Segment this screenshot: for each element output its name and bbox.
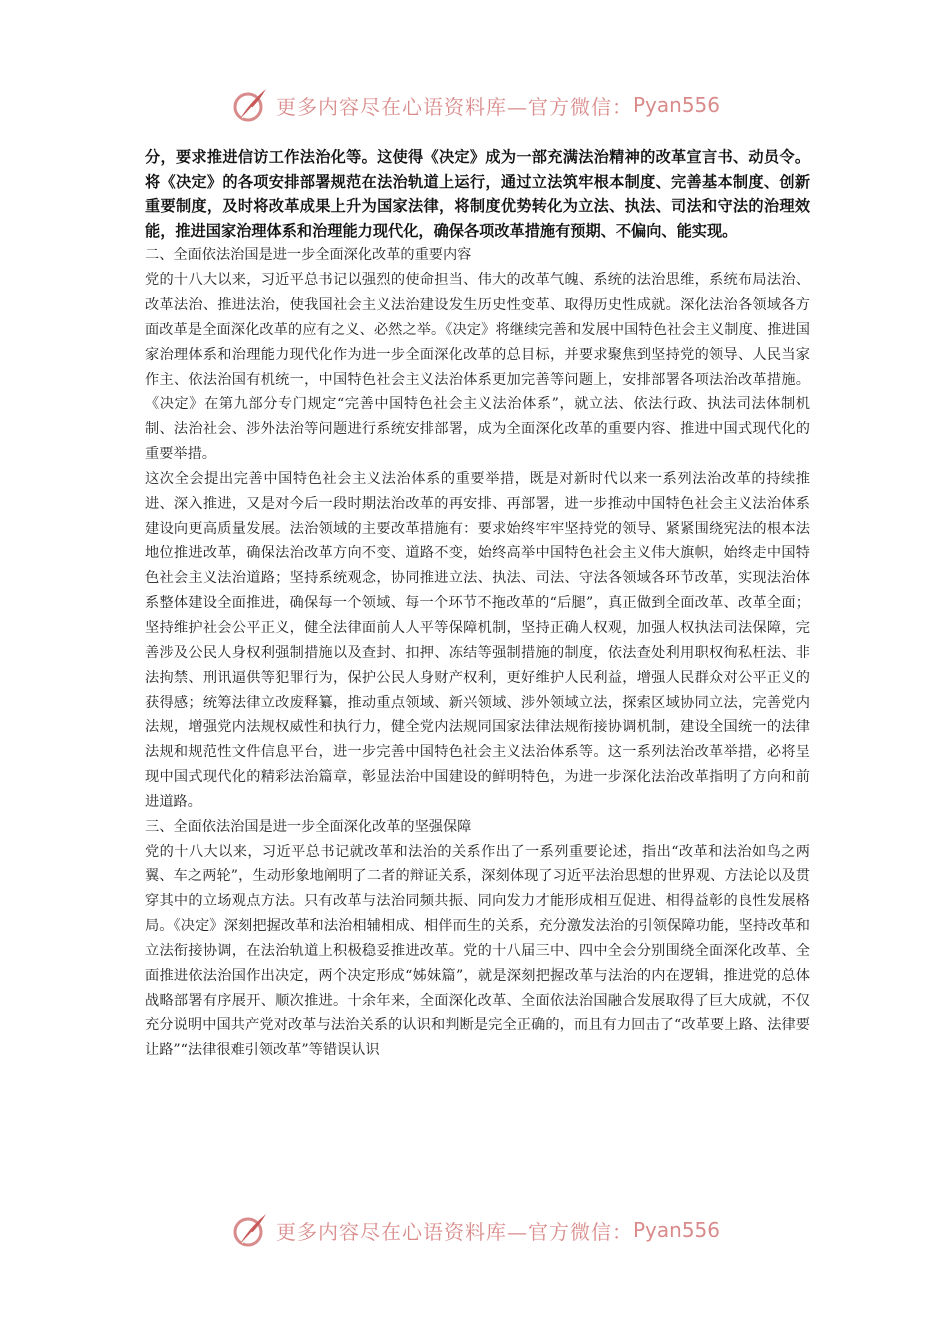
quill-logo-icon — [230, 85, 270, 125]
paragraph: 党的十八大以来，习近平总书记就改革和法治的关系作出了一系列重要论述，指出“改革和法治如鸟之两翼、车之两轮”，生动形象地阐明了二者的辩证关系，深刻体现了习近平法治思想的世界观、方法论以及贯穿其中的立场观点方法。只有改革与法治同频共振、同向发力才能形成相互促进、相得益彰的良性发展格局。《决定》深刻把握改革和法治相辅相成、相伴而生的关系，充分激发法治的引领保障功能，坚持改革和立法衔接协调，在法治轨道上积极稳妥推进改革。党的十八届三中、四中全会分别围绕全面深化改革、全面推进依法治国作出决定，两个决定形成“姊妹篇”，就是深刻把握改革与法治的内在逻辑，推进党的总体战略部署有序展开、顺次推进。十余年来，全面深化改革、全面依法治国融合发展取得了巨大成就，不仅充分说明中国共产党对改革与法治关系的认识和判断是完全正确的，而且有力回击了“改革要上路、法律要让路”“法律很难引领改革”等错误认识 — [145, 843, 810, 1059]
banner-text: 更多内容尽在心语资料库—官方微信： — [275, 1219, 633, 1244]
quill-logo-icon — [230, 1210, 270, 1250]
paragraph: 这次全会提出完善中国特色社会主义法治体系的重要举措，既是对新时代以来一系列法治改革的持续推进、深入推进，又是对今后一段时期法治改革的再安排、再部署，进一步推动中国特色社会主义法治体系建设向更高质量发展。法治领域的主要改革措施有：要求始终牢牢坚持党的领导、紧紧围绕宪法的根本法地位推进改革，确保法治改革方向不变、道路不变，始终高举中国特色社会主义伟大旗帜，始终走中国特色社会主义法治道路；坚持系统观念，协同推进立法、执法、司法、守法各领域各环节改革，实现法治体系整体建设全面推进，确保每一个领域、每一个环节不拖改革的“后腿”，真正做到全面改革、改革全面；坚持维护社会公平正义，健全法律面前人人平等保障机制，坚持正确人权观，加强人权执法司法保障，完善涉及公民人身权利强制措施以及查封、扣押、冻结等强制措施的制度，依法查处利用职权徇私枉法、非法拘禁、刑讯逼供等犯罪行为，保护公民人身财产权利，更好维护人民利益，增强人民群众对公平正义的获得感；统筹法律立改废释纂，推动重点领域、新兴领域、涉外领域立法，探索区域协同立法，完善党内法规，增强党内法规权威性和执行力，健全党内法规同国家法律法规衔接协调机制，建设全国统一的法律法规和规范性文件信息平台，进一步完善中国特色社会主义法治体系等。这一系列法治改革举措，必将呈现中国式现代化的精彩法治篇章，彰显法治中国建设的鲜明特色，为进一步深化法治改革指明了方向和前进道路。 — [145, 470, 810, 810]
banner-wechat-id: Pyan556 — [632, 93, 720, 117]
section-heading-2: 二、全面依法治国是进一步全面深化改革的重要内容 — [145, 247, 472, 264]
header-watermark-banner — [0, 80, 950, 130]
footer-watermark-banner — [0, 1205, 950, 1255]
paragraph: 党的十八大以来，习近平总书记以强烈的使命担当、伟大的改革气魄、系统的法治思维，系统布局法治、改革法治、推进法治，使我国社会主义法治建设发生历史性变革、取得历史性成就。深化法治各领域各方面改革是全面深化改革的应有之义、必然之举。《决定》将继续完善和发展中国特色社会主义制度、推进国家治理体系和治理能力现代化作为进一步全面深化改革的总目标，并要求聚焦到坚持党的领导、人民当家作主、依法治国有机统一，中国特色社会主义法治体系更加完善等问题上，安排部署各项法治改革措施。《决定》在第九部分专门规定“完善中国特色社会主义法治体系”，就立法、依法行政、执法司法体制机制、法治社会、涉外法治等问题进行系统安排部署，成为全面深化改革的重要内容、推进中国式现代化的重要举措。 — [145, 272, 810, 463]
document-body — [145, 145, 810, 1063]
banner-wechat-id: Pyan556 — [632, 1218, 720, 1242]
lead-paragraph: 分，要求推进信访工作法治化等。这使得《决定》成为一部充满法治精神的改革宣言书、动员令。将《决定》的各项安排部署规范在法治轨道上运行，通过立法筑牢根本制度、完善基本制度、创新重要制度，及时将改革成果上升为国家法律，将制度优势转化为立法、执法、司法和守法的治理效能，推进国家治理体系和治理能力现代化，确保各项改革措施有预期、不偏向、能实现。 — [145, 148, 810, 240]
banner-text: 更多内容尽在心语资料库—官方微信： — [275, 94, 633, 119]
section-heading-3: 三、全面依法治国是进一步全面深化改革的坚强保障 — [145, 818, 472, 835]
